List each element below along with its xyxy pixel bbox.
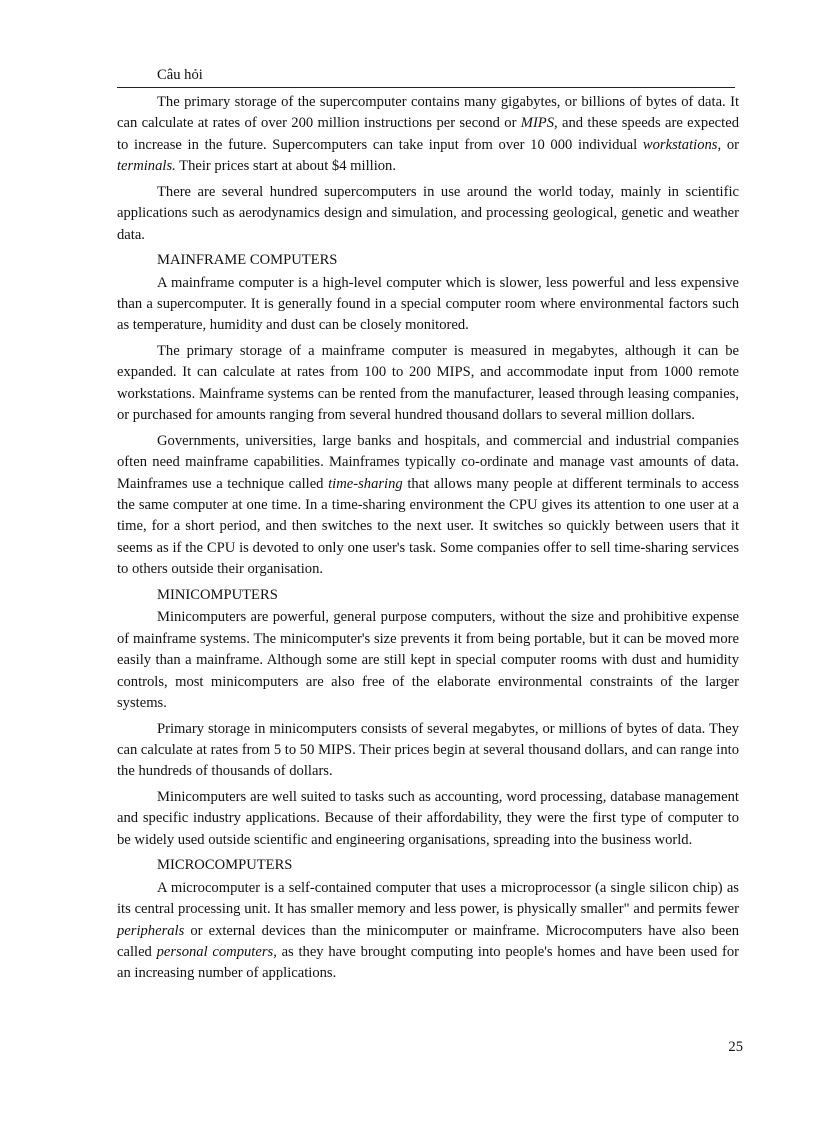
term-mips: MIPS, bbox=[520, 115, 558, 132]
section-heading-microcomputers: MICROCOMPUTERS bbox=[157, 857, 293, 874]
paragraph-mainframe-definition: A mainframe computer is a high-level computer which is slower, less powerful and less expensive than a supercomputer. It is generally found in a special computer room where environmental factors such as temperature, humidity and dust can be closely monitored. bbox=[117, 274, 739, 334]
paragraph-minicomputer-storage: Primary storage in minicomputers consists of several megabytes, or millions of bytes of data. They can calculate at rates from 5 to 50 MIPS. Their prices begin at several thousand dollars, and can range into the hundreds of thousands of dollars. bbox=[117, 720, 739, 780]
paragraph-mainframe-time-sharing: Governments, universities, large banks and hospitals, and commercial and industrial companies often need mainframe capabilities. Mainframes typically co-ordinate and manage vast amounts of data. Mainframes use a technique called time-sharing that allows many people at different terminals to access the same computer at one time. In a time-sharing environment the CPU gives its attention to one user at a time, for a short period, and then switches to the next user. It switches so quickly between users that it seems as if the CPU is devoted to only one user's task. Some companies offer to sell time-sharing services to others outside their organisation. bbox=[117, 432, 739, 578]
term-time-sharing: time-sharing bbox=[328, 475, 403, 492]
paragraph-mainframe-storage: The primary storage of a mainframe computer is measured in megabytes, although it can be expanded. It can calculate at rates from 100 to 200 MIPS, and accommodate input from 1000 remote workstations. Mainframe systems can be rented from the manufacturer, leased through leasing companies, or purchased for amounts ranging from several hundred thousand dollars to several million dollars. bbox=[117, 343, 739, 424]
term-peripherals: peripherals bbox=[117, 922, 185, 939]
paragraph-microcomputer-definition: A microcomputer is a self-contained computer that uses a microprocessor (a single silicon chip) as its central processing unit. It has smaller memory and less power, is physically smaller" and permits fewer peripherals or external devices than the minicomputer or mainframe. Microcomputers have also been called personal computers, as they have brought computing into people's homes and have been used for an increasing number of applications. bbox=[117, 879, 739, 982]
paragraph-minicomputer-definition: Minicomputers are powerful, general purpose computers, without the size and prohibitive expense of mainframe systems. The minicomputer's size prevents it from being portable, but it can be moved more easily than a mainframe. Although some are still kept in special computer rooms with dust and humidity controls, most minicomputers are also free of the elaborate environmental constraints of the larger systems. bbox=[117, 609, 739, 711]
term-workstations: workstations, bbox=[642, 136, 722, 153]
section-heading-mainframe: MAINFRAME COMPUTERS bbox=[157, 252, 338, 269]
paragraph-supercomputer-storage: The primary storage of the supercomputer contains many gigabytes, or billions of bytes of data. It can calculate at rates of over 200 million instructions per second or MIPS, and these speeds are expected to increase in the future. Supercomputers can take input from over 10 000 individual workstations, or terminals. Their prices start at about $4 million. bbox=[117, 94, 739, 175]
running-header bbox=[117, 64, 735, 88]
body-text bbox=[117, 92, 739, 989]
section-heading-minicomputers: MINICOMPUTERS bbox=[157, 586, 278, 603]
paragraph-minicomputer-tasks: Minicomputers are well suited to tasks such as accounting, word processing, database management and specific industry applications. Because of their affordability, they were the first type of computer to be widely used outside scientific and engineering organisations, spreading into the business world. bbox=[117, 788, 739, 848]
term-personal-computers: personal computers, bbox=[156, 943, 277, 960]
paragraph-supercomputer-uses: There are several hundred supercomputers in use around the world today, mainly in scientific applications such as aerodynamics design and simulation, and processing geological, genetic and weather data. bbox=[117, 183, 739, 243]
term-terminals: terminals. bbox=[117, 158, 176, 175]
header-title: Câu hỏi bbox=[157, 67, 203, 83]
page-number: 25 bbox=[728, 1039, 743, 1055]
